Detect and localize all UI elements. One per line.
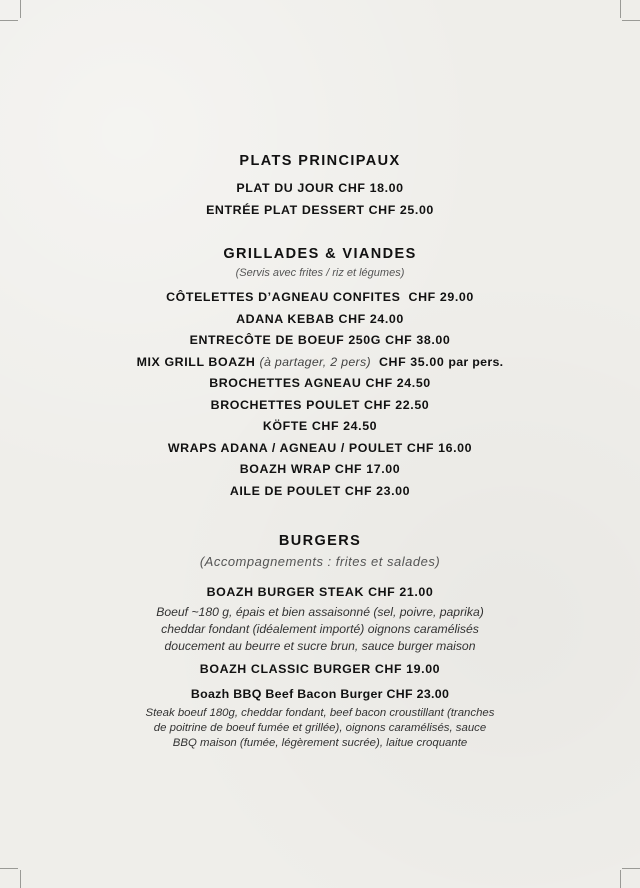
menu-item: [0, 438, 640, 460]
item-price: CHF 24.00: [338, 311, 404, 326]
crop-mark: [622, 868, 640, 869]
item-description-line: Boeuf ~180 g, épais et bien assaisonné (sel, poivre, paprika): [156, 604, 484, 619]
item-price: CHF 17.00: [334, 462, 401, 476]
crop-mark: [620, 870, 621, 888]
menu-item: [0, 200, 640, 222]
crop-mark: [620, 0, 621, 18]
item-price: CHF 22.50: [363, 397, 430, 412]
item-name: ENTRÉE PLAT DESSERT: [206, 202, 365, 217]
item-price: CHF 23.00: [344, 483, 411, 498]
item-price: CHF 21.00: [368, 585, 434, 599]
menu-item: [0, 178, 640, 200]
item-price: CHF 29.00: [408, 290, 474, 304]
item-price: CHF 16.00: [406, 440, 473, 455]
menu-item: [0, 352, 640, 374]
menu-item: [0, 309, 640, 331]
menu-item: [0, 287, 640, 309]
item-description-line: de poitrine de boeuf fumée et grillée), oignons caramélisés, sauce: [153, 721, 487, 734]
item-price: CHF 24.50: [311, 419, 378, 433]
item-price: CHF 25.00: [368, 202, 434, 217]
crop-mark: [20, 0, 21, 18]
item-name: PLAT DU JOUR: [236, 181, 335, 195]
item-name: BOAZH BURGER STEAK: [206, 585, 365, 599]
item-name: MIX GRILL BOAZH: [136, 354, 256, 369]
section-subtitle: (Accompagnements : frites et salades): [199, 554, 441, 569]
menu-item: [0, 416, 640, 438]
crop-mark: [20, 870, 21, 888]
menu-item: [0, 582, 640, 604]
item-price: CHF 24.50: [365, 376, 431, 390]
item-name: ENTRECÔTE DE BOEUF 250G: [189, 333, 382, 347]
section-plats-principaux: [0, 150, 640, 221]
section-title: BURGERS: [278, 533, 362, 549]
item-price: CHF 35.00: [379, 354, 445, 369]
item-description-line: BBQ maison (fumée, légèrement sucrée), laitue croquante: [172, 736, 468, 749]
section-burgers: [0, 530, 640, 751]
menu-item: [0, 373, 640, 395]
item-name: Boazh BBQ Beef Bacon Burger: [190, 687, 383, 701]
section-grillades-viandes: [0, 243, 640, 502]
item-name: WRAPS ADANA / AGNEAU / POULET: [167, 440, 403, 455]
section-title: PLATS PRINCIPAUX: [239, 153, 401, 169]
menu-item: [0, 330, 640, 352]
menu-item: [0, 684, 640, 706]
item-name: BOAZH WRAP: [239, 462, 331, 476]
item-price: CHF 19.00: [374, 661, 441, 676]
menu-item: [0, 459, 640, 481]
item-name: BOAZH CLASSIC BURGER: [199, 661, 371, 676]
item-name: KÖFTE: [262, 419, 308, 433]
item-name: BROCHETTES AGNEAU: [209, 376, 362, 390]
crop-mark: [0, 20, 18, 21]
item-name: ADANA KEBAB: [236, 311, 335, 326]
item-price: CHF 38.00: [385, 333, 451, 347]
item-price: CHF 18.00: [338, 181, 404, 195]
item-description-line: doucement au beurre et sucre brun, sauce burger maison: [164, 638, 476, 653]
item-name: AILE DE POULET: [229, 483, 341, 498]
item-description-line: cheddar fondant (idéalement importé) oignons caramélisés: [161, 621, 479, 636]
menu-item: [0, 659, 640, 681]
section-title: GRILLADES & VIANDES: [223, 246, 417, 262]
menu-item: [0, 395, 640, 417]
item-price-suffix: par pers.: [448, 354, 504, 369]
menu-content: [0, 150, 640, 751]
crop-mark: [622, 20, 640, 21]
item-name: CÔTELETTES D’AGNEAU CONFITES: [166, 290, 401, 304]
item-note: (à partager, 2 pers): [259, 354, 371, 369]
crop-mark: [0, 868, 18, 869]
section-subtitle: (Servis avec frites / riz et légumes): [235, 267, 405, 279]
item-name: BROCHETTES POULET: [210, 397, 360, 412]
item-description-line: Steak boeuf 180g, cheddar fondant, beef bacon croustillant (tranches: [145, 706, 495, 719]
menu-item: [0, 481, 640, 503]
item-price: CHF 23.00: [386, 687, 450, 701]
